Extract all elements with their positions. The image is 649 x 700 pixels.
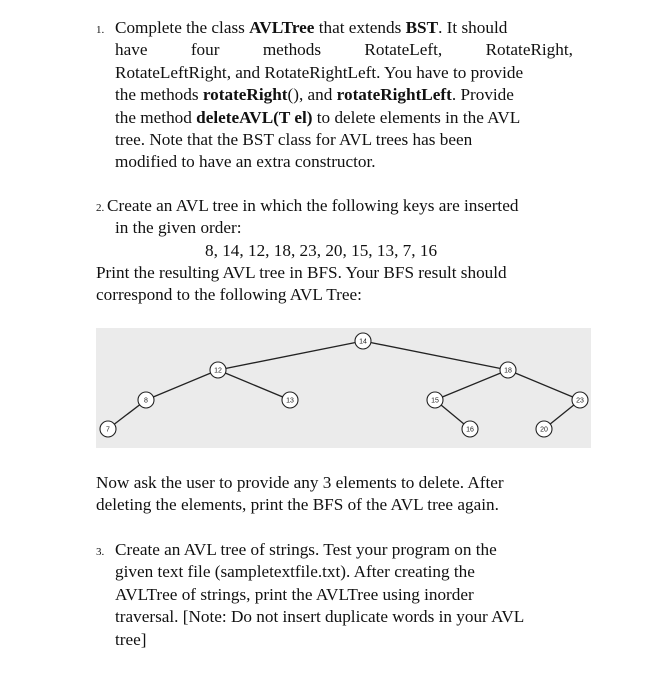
q3-text [115, 539, 573, 651]
tree-node-13 [282, 392, 298, 408]
tree-edge-12-8 [146, 370, 218, 400]
q2-line: Print the resulting AVL tree in BFS. Your BFS result should [96, 263, 507, 282]
q2-line: Create an AVL tree in which the following keys are inserted [107, 196, 519, 215]
tree-edge-12-13 [218, 370, 290, 400]
q1-text [115, 17, 573, 174]
q1-line: the methods rotateRight(), and rotateRightLeft. Provide [115, 85, 514, 105]
tree-node-label: 8 [144, 397, 148, 405]
q3-line: AVLTree of strings, print the AVLTree using inorder [115, 584, 474, 604]
q2-line: correspond to the following AVL Tree: [96, 285, 362, 305]
tree-node-label: 7 [106, 426, 110, 434]
q2-line: in the given order: [115, 218, 242, 238]
tree-node-18 [500, 362, 516, 378]
tree-edge-14-18 [363, 341, 508, 370]
tree-edge-18-23 [508, 370, 580, 400]
q1-line: the method deleteAVL(T el) to delete elements in the AVL [115, 107, 521, 127]
q2-text [107, 195, 577, 262]
tree-node-label: 15 [431, 397, 439, 405]
tree-node-15 [427, 392, 443, 408]
tree-node-label: 13 [286, 397, 294, 405]
q3-line: tree] [115, 629, 147, 649]
q1-line: modified to have an extra constructor. [115, 152, 376, 172]
q2-line: Now ask the user to provide any 3 elements to delete. After [96, 473, 504, 492]
tree-node-label: 23 [576, 397, 584, 405]
avl-tree-svg [96, 328, 591, 448]
tree-node-20 [536, 421, 552, 437]
q3-line: Create an AVL tree of strings. Test your program on the [115, 540, 497, 559]
tree-node-16 [462, 421, 478, 437]
tree-node-label: 16 [466, 426, 474, 434]
tree-node-23 [572, 392, 588, 408]
q1-number: 1. [96, 24, 105, 36]
q2-number: 2. [96, 202, 105, 214]
q1-line: tree. Note that the BST class for AVL trees has been [115, 130, 473, 150]
tree-edge-18-15 [435, 370, 508, 400]
q1-line: have four methods RotateLeft, RotateRight, [115, 40, 573, 60]
tree-node-8 [138, 392, 154, 408]
tree-node-label: 20 [540, 426, 548, 434]
tree-node-7 [100, 421, 116, 437]
tree-node-label: 14 [359, 338, 367, 346]
avl-tree-figure [96, 328, 591, 448]
q2-keys: 8, 14, 12, 18, 23, 20, 15, 13, 7, 16 [205, 240, 438, 260]
q3-line: given text file (sampletextfile.txt). After creating the [115, 562, 475, 582]
q2-line: deleting the elements, print the BFS of the AVL tree again. [96, 495, 499, 515]
tree-node-14 [355, 333, 371, 349]
tree-node-label: 12 [214, 367, 222, 375]
tree-node-12 [210, 362, 226, 378]
q2-after-text [96, 472, 576, 517]
q3-line: traversal. [Note: Do not insert duplicate words in your AVL [115, 607, 525, 627]
q3-number: 3. [96, 546, 105, 558]
tree-edge-14-12 [218, 341, 363, 370]
q1-line: Complete the class AVLTree that extends BST. It should [115, 18, 508, 37]
tree-node-label: 18 [504, 367, 512, 375]
q1-line: RotateLeftRight, and RotateRightLeft. You have to provide [115, 62, 524, 82]
q2-text-cont [96, 262, 576, 307]
